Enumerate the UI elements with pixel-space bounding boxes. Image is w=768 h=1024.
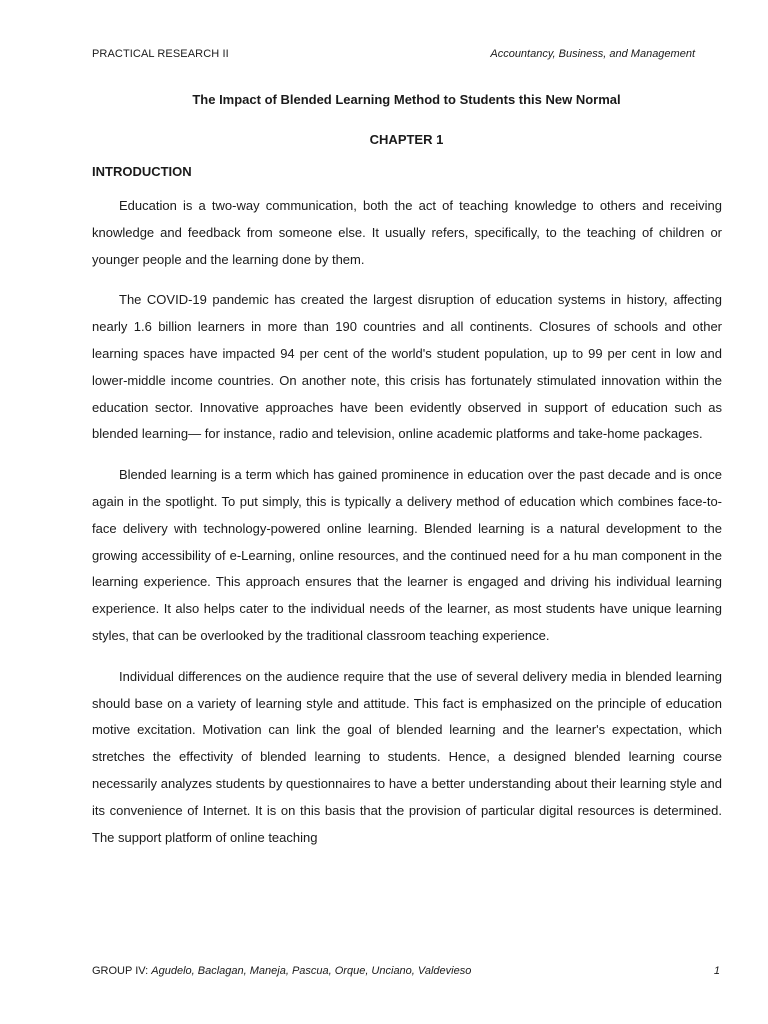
paragraph: Individual differences on the audience require that the use of several delivery media in blended learning should base on a variety of learning style and attitude. This fact is emphasized on the principle of education motive excitation. Motivation can link the goal of blended learning and the learner's expectation, which stretches the effectivity of blended learning to students. Hence, a designed blended learning course necessarily analyzes students by questionnaires to have a better understanding about their learning style and its convenience of Internet. It is on this basis that the provision of particular digital resources is determined. The support platform of online teaching <box>92 668 722 845</box>
body-text <box>92 193 722 865</box>
footer-member-names: Agudelo, Baclagan, Maneja, Pascua, Orque, Unciano, Valdevieso <box>151 965 472 977</box>
footer-group-label: GROUP IV: <box>92 965 152 977</box>
footer-group <box>92 965 471 977</box>
section-heading: INTRODUCTION <box>92 164 192 179</box>
header-subject: PRACTICAL RESEARCH II <box>92 48 229 60</box>
chapter-heading: CHAPTER 1 <box>369 132 444 147</box>
page-number: 1 <box>713 965 720 977</box>
paragraph: Education is a two-way communication, both the act of teaching knowledge to others and receiving knowledge and feedback from someone else. It usually refers, specifically, to the teaching of children or younger people and the learning done by them. <box>92 198 722 267</box>
document-title: The Impact of Blended Learning Method to Students this New Normal <box>192 92 621 107</box>
header-strand: Accountancy, Business, and Management <box>490 48 695 60</box>
paragraph: Blended learning is a term which has gained prominence in education over the past decade and is once again in the spotlight. To put simply, this is typically a delivery method of education which combines face-to-face delivery with technology-powered online learning. Blended learning is a natural development to the growing accessibility of e-Learning, online resources, and the continued need for a hu man component in the learning experience. This approach ensures that the learner is engaged and driving his individual learning experience. It also helps cater to the individual needs of the learner, as most students have unique learning styles, that can be overlooked by the traditional classroom teaching experience. <box>92 467 722 643</box>
paragraph: The COVID-19 pandemic has created the largest disruption of education systems in history, affecting nearly 1.6 billion learners in more than 190 countries and all continents. Closures of schools and other learning spaces have impacted 94 per cent of the world's student population, up to 99 per cent in low and lower-middle income countries. On another note, this crisis has fortunately stimulated innovation within the education sector. Innovative approaches have been evidently observed in support of education such as blended learning— for instance, radio and television, online academic platforms and take-home packages. <box>92 292 722 442</box>
